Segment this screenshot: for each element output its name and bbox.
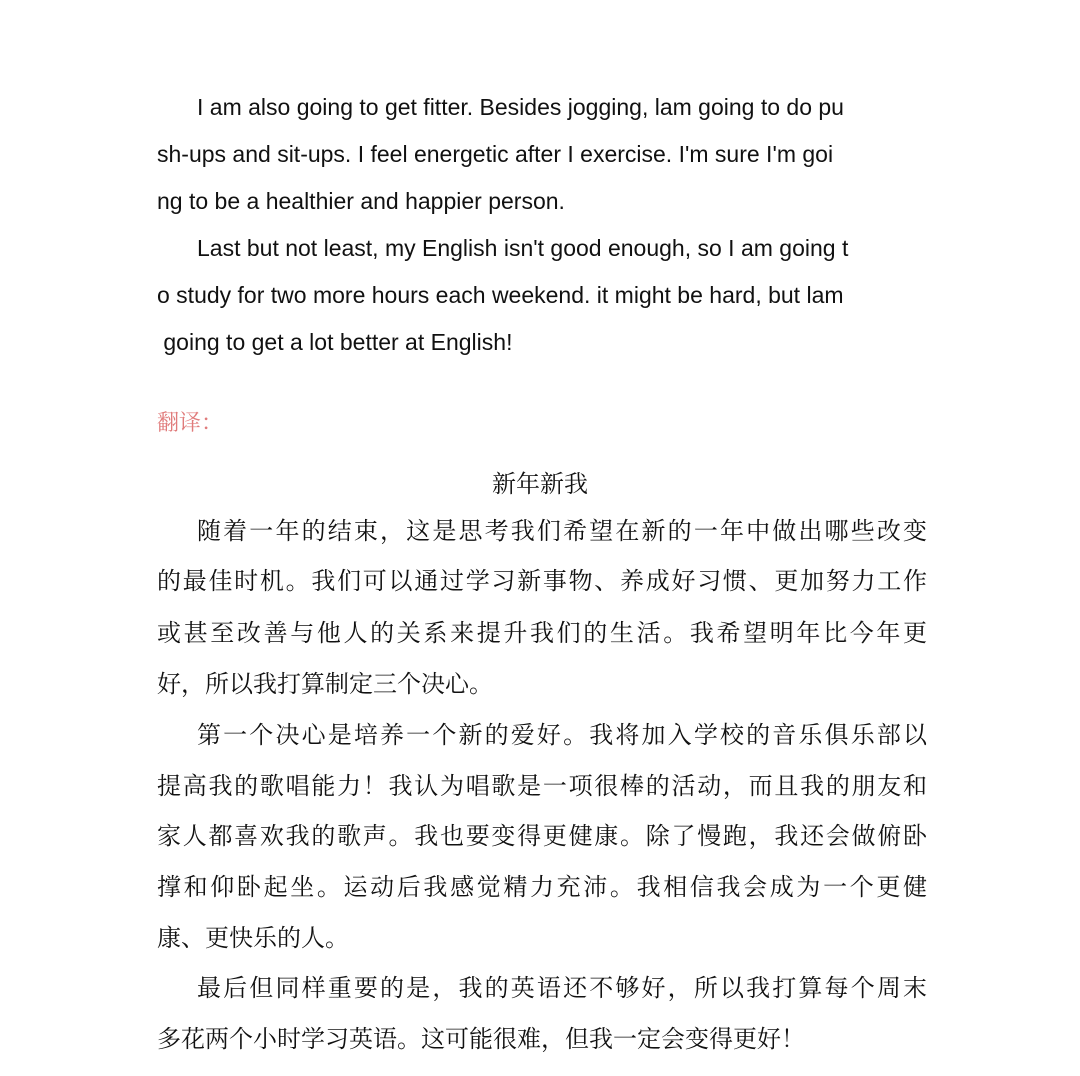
chinese-line-1: 随着一年的结束，这是思考我们希望在新的一年中做出哪些改变	[197, 517, 927, 545]
chinese-line-6: 提高我的歌唱能力！我认为唱歌是一项很棒的活动，而且我的朋友和	[157, 772, 927, 800]
chinese-line-3: 或甚至改善与他人的关系来提升我们的生活。我希望明年比今年更	[157, 619, 927, 647]
chinese-line-4: 好，所以我打算制定三个决心。	[157, 670, 493, 698]
chinese-title: 新年新我	[492, 470, 588, 498]
english-line-2: sh-ups and sit-ups. I feel energetic after I exercise. I'm sure I'm goi	[157, 141, 834, 167]
english-line-6: going to get a lot better at English!	[157, 329, 513, 355]
english-line-5: o study for two more hours each weekend. it might be hard, but lam	[157, 282, 844, 308]
chinese-line-7: 家人都喜欢我的歌声。我也要变得更健康。除了慢跑，我还会做俯卧	[157, 822, 927, 850]
english-line-3: ng to be a healthier and happier person.	[157, 188, 565, 214]
chinese-line-9: 康、更快乐的人。	[157, 924, 349, 952]
chinese-line-8: 撑和仰卧起坐。运动后我感觉精力充沛。我相信我会成为一个更健	[157, 873, 927, 901]
chinese-line-5: 第一个决心是培养一个新的爱好。我将加入学校的音乐俱乐部以	[197, 721, 927, 749]
translation-label: 翻译：	[157, 411, 224, 436]
chinese-line-11: 多花两个小时学习英语。这可能很难，但我一定会变得更好！	[157, 1025, 805, 1053]
english-line-1: I am also going to get fitter. Besides jogging, lam going to do pu	[197, 94, 844, 120]
chinese-line-10: 最后但同样重要的是，我的英语还不够好，所以我打算每个周末	[197, 974, 927, 1002]
english-line-4: Last but not least, my English isn't good enough, so I am going t	[197, 235, 849, 261]
chinese-line-2: 的最佳时机。我们可以通过学习新事物、养成好习惯、更加努力工作	[157, 567, 927, 595]
